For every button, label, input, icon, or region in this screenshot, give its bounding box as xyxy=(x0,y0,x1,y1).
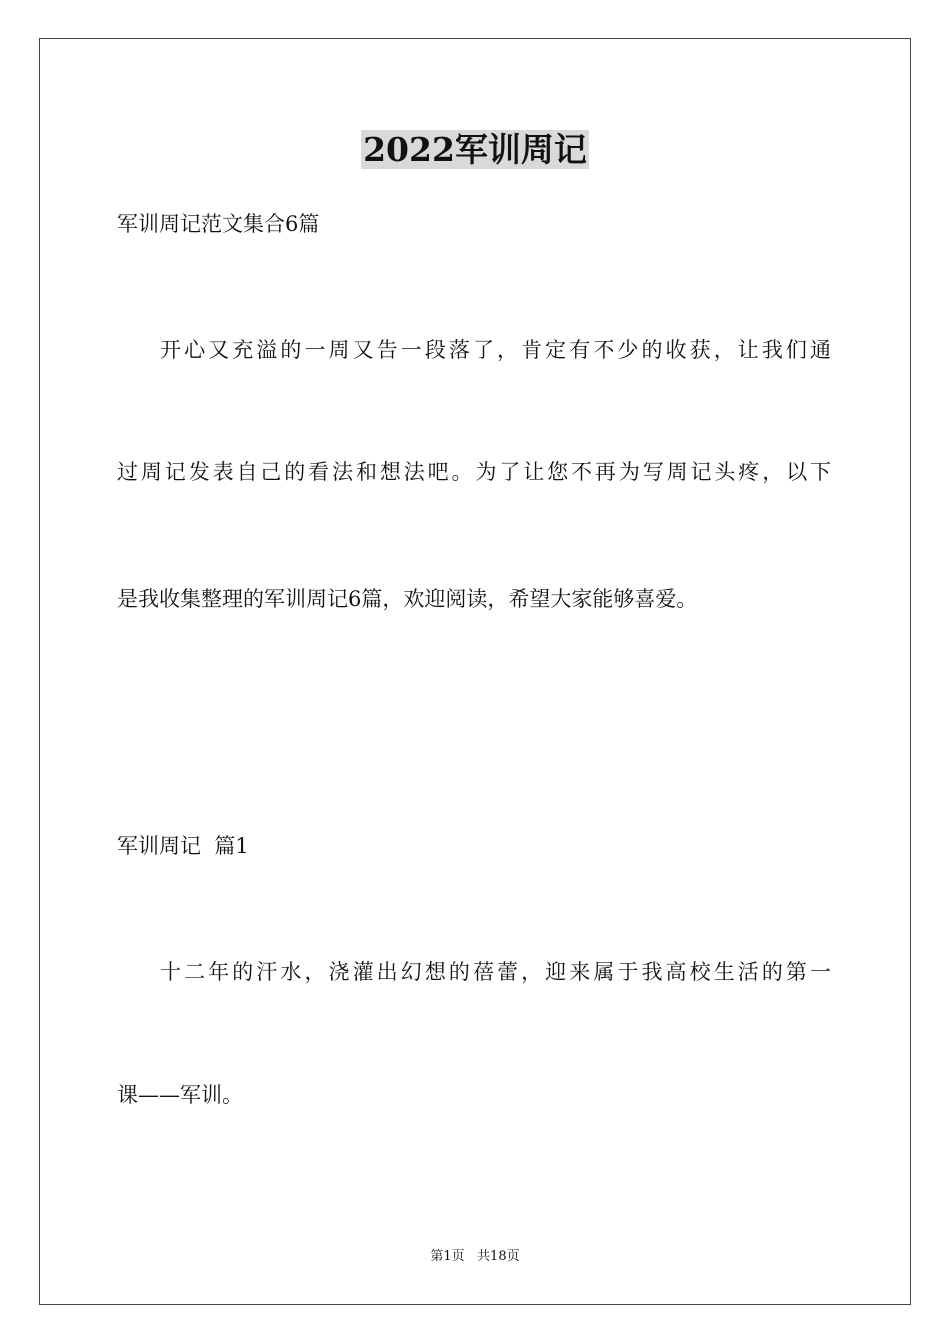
intro-line-3: 是我收集整理的军训周记6篇，欢迎阅读，希望大家能够喜爱。 xyxy=(117,587,698,611)
section-line-1: 十二年的汗水，浇灌出幻想的蓓蕾，迎来属于我高校生活的第一 xyxy=(160,960,831,984)
intro-line-1: 开心又充溢的一周又告一段落了，肯定有不少的收获，让我们通 xyxy=(160,338,831,362)
page-indicator: 第1页 共18页 xyxy=(430,1249,520,1264)
document-title-text: 2022军训周记 xyxy=(363,130,587,169)
document-subtitle: 军训周记范文集合6篇 xyxy=(117,212,320,236)
intro-line-2: 过周记发表自己的看法和想法吧。为了让您不再为写周记头疼，以下 xyxy=(117,460,831,484)
document-title xyxy=(0,128,950,172)
section-heading: 军训周记 篇1 xyxy=(117,834,249,858)
section-line-2: 课——军训。 xyxy=(117,1083,243,1107)
